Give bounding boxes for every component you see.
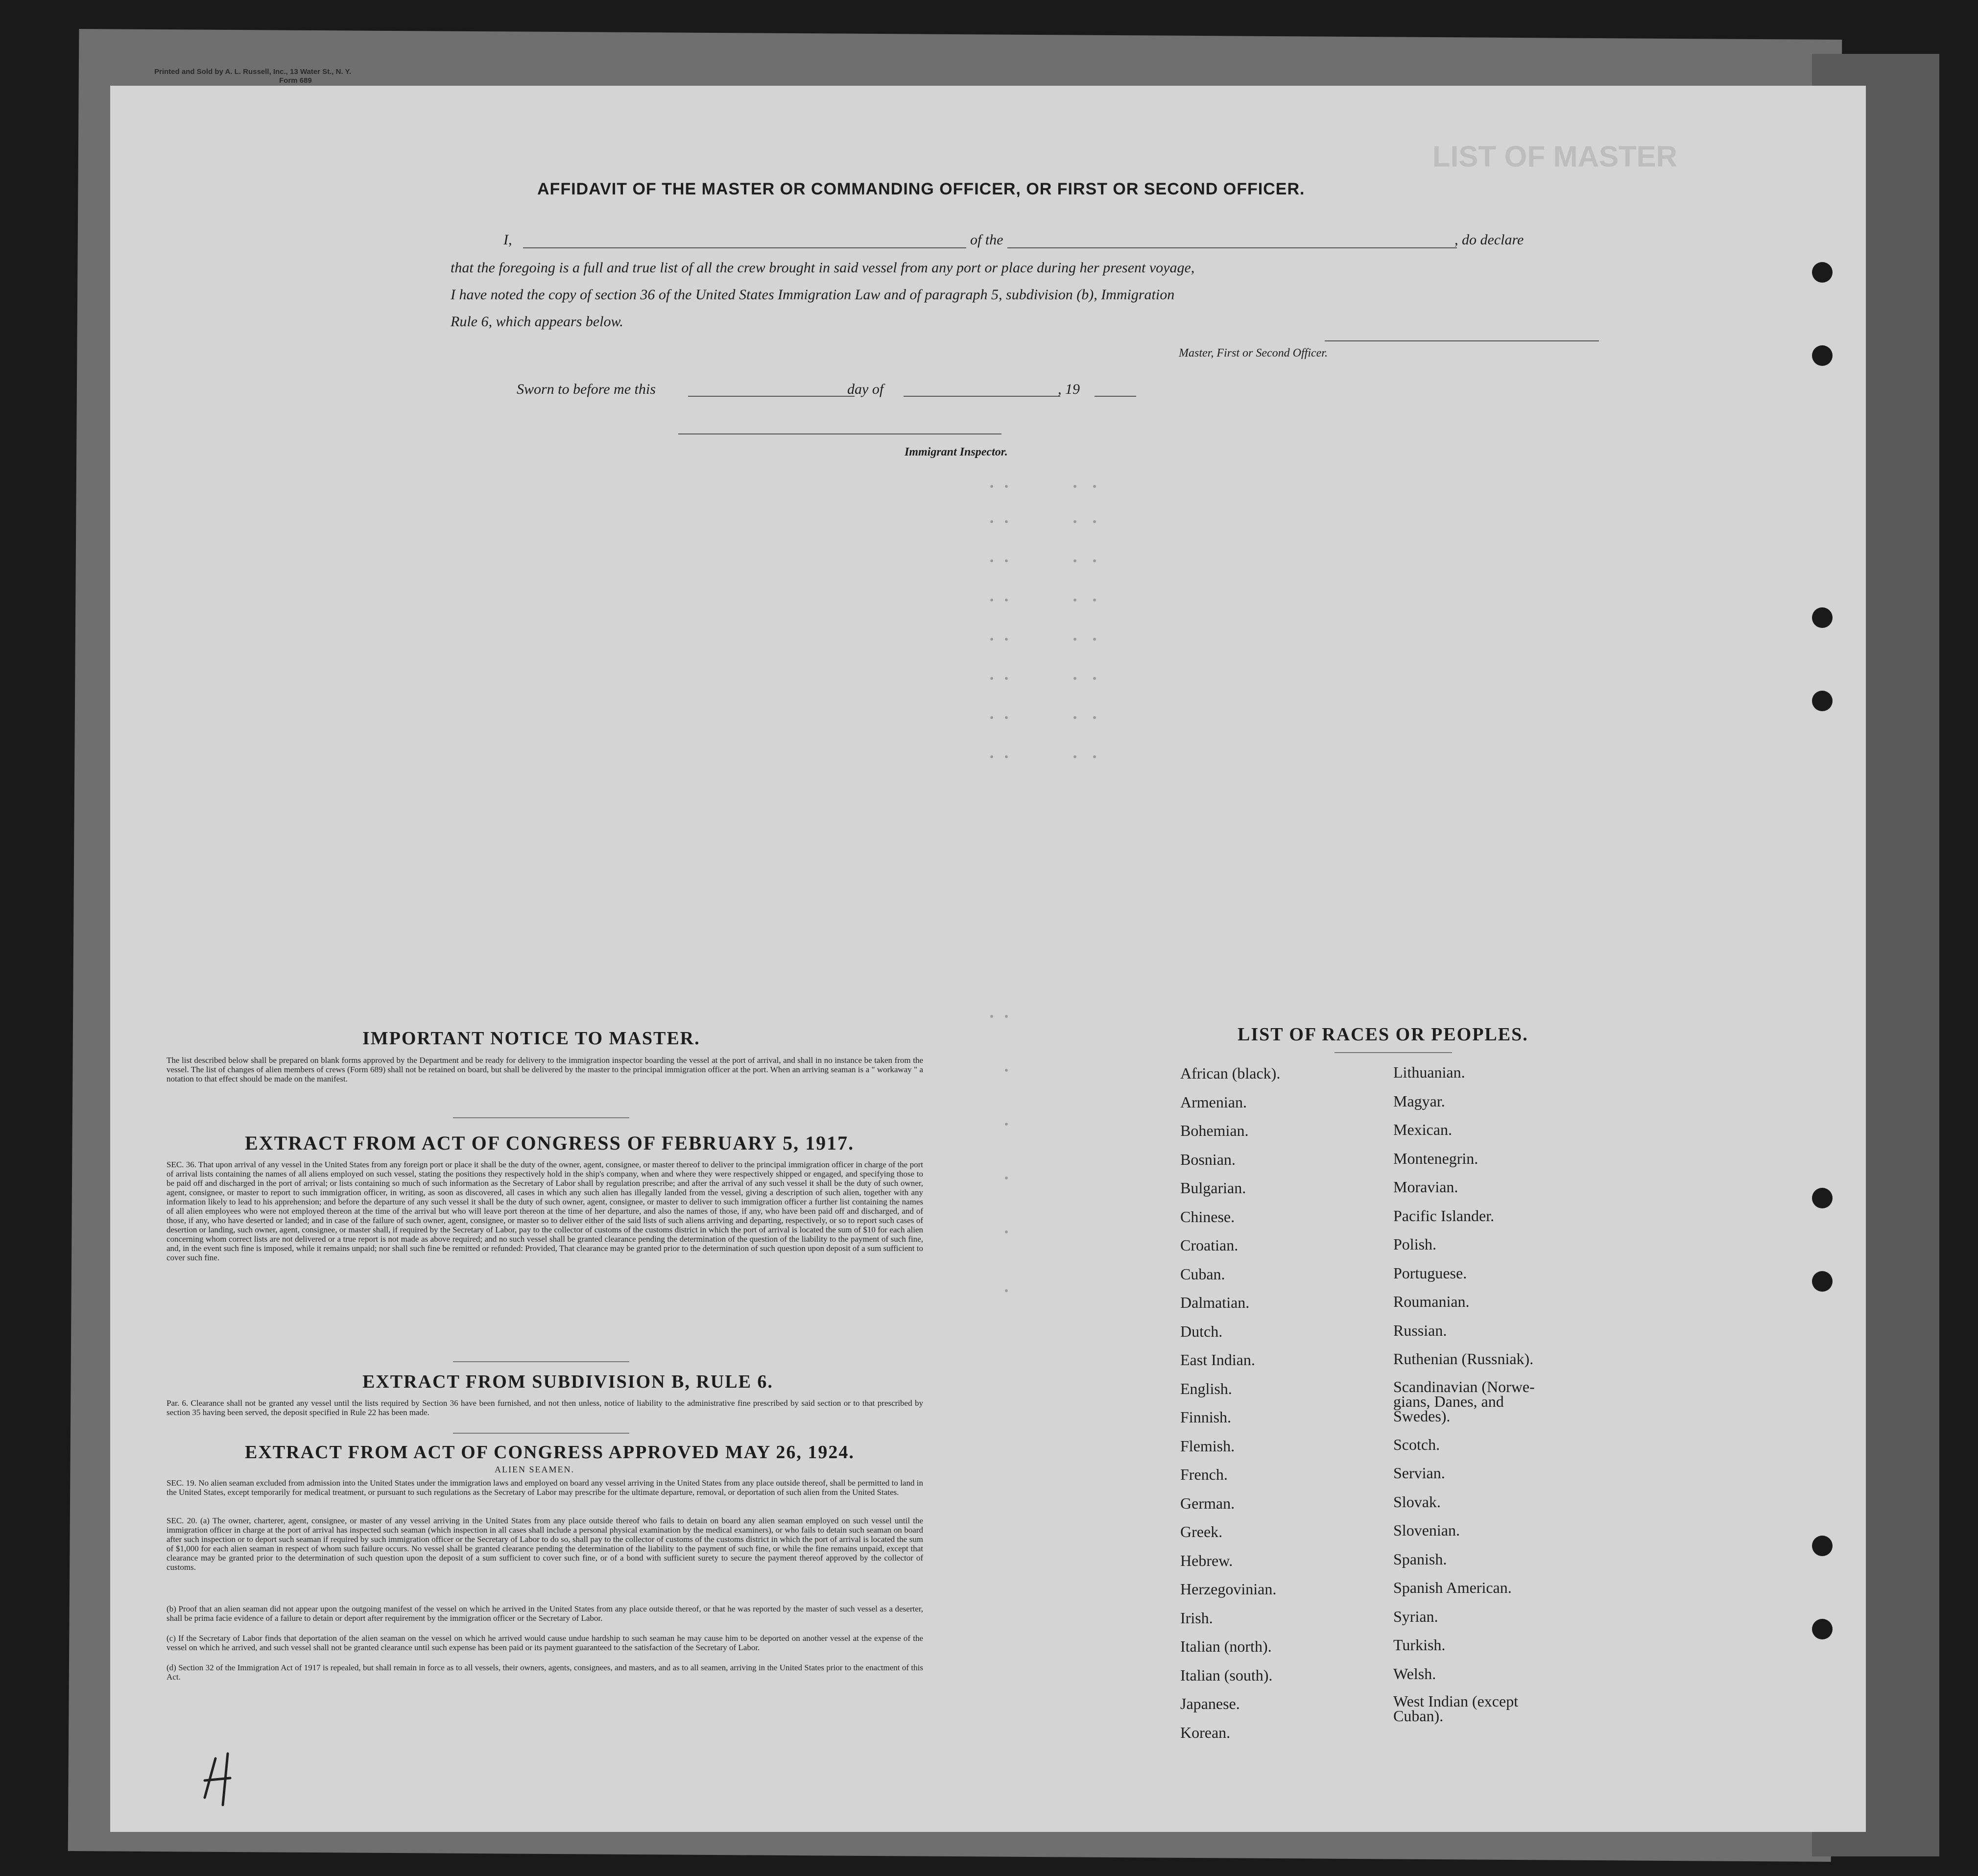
race-item: Japanese.: [1180, 1695, 1240, 1712]
race-item: African (black).: [1180, 1064, 1281, 1082]
race-item: East Indian.: [1180, 1351, 1255, 1369]
vessel-blank-line: [1041, 247, 1457, 248]
affidavit-title: AFFIDAVIT OF THE MASTER OR COMMANDING OFFICER, OR FIRST OR SECOND OFFICER.: [537, 180, 1305, 198]
sec20b-text: (b) Proof that an alien seaman did not appear upon the outgoing manifest of the vessel on which he arrived in the United States from any place outside thereof, or that he was reported by the master of such vessel as a deserter, shall be prima facie evidence of a failure to detain or deport after requirement by the immigration officer or the Secretary of Labor.: [167, 1604, 923, 1623]
year-label: , 19: [1058, 381, 1080, 397]
race-item: Italian (north).: [1180, 1637, 1272, 1655]
inspector-caption: Immigrant Inspector.: [905, 446, 1008, 458]
bleed-through-text: LIST OF MASTER: [1432, 140, 1677, 173]
affidavit-do-declare: , do declare: [1454, 232, 1524, 248]
race-item: Slovenian.: [1393, 1521, 1460, 1539]
punch-hole: [1812, 1536, 1833, 1556]
affidavit-line-2: that the foregoing is a full and true list of all the crew brought in said vessel from any port or place during her present voyage,: [451, 260, 1195, 276]
race-item: Magyar.: [1393, 1092, 1445, 1110]
race-item: German.: [1180, 1494, 1235, 1512]
race-item: Ruthenian (Russniak).: [1393, 1350, 1534, 1368]
races-title: LIST OF RACES OR PEOPLES.: [1238, 1024, 1528, 1045]
race-item: Bosnian.: [1180, 1150, 1236, 1168]
races-divider: [1335, 1052, 1452, 1053]
race-item: Bohemian.: [1180, 1122, 1249, 1139]
rule6-title: EXTRACT FROM SUBDIVISION B, RULE 6.: [362, 1371, 773, 1392]
race-item: Dalmatian.: [1180, 1294, 1250, 1311]
race-item: Russian.: [1393, 1321, 1447, 1339]
extract-1924-title: EXTRACT FROM ACT OF CONGRESS APPROVED MAY 26, 1924.: [245, 1442, 855, 1463]
affidavit-line-4: Rule 6, which appears below.: [451, 313, 623, 330]
race-item: Greek.: [1180, 1523, 1223, 1540]
race-item: Flemish.: [1180, 1437, 1235, 1455]
notice-title: IMPORTANT NOTICE TO MASTER.: [362, 1028, 700, 1049]
race-item: Italian (south).: [1180, 1666, 1273, 1684]
day-of-label: day of: [847, 381, 884, 397]
affidavit-line-3: I have noted the copy of section 36 of the United States Immigration Law and of paragraph 5, subdivision (b), Immigration: [451, 287, 1175, 303]
race-item: Bulgarian.: [1180, 1179, 1246, 1197]
races-left-column: [1180, 1059, 1280, 1747]
race-item: Spanish American.: [1393, 1579, 1512, 1596]
affidavit-i-label: I,: [503, 232, 512, 248]
extract-1924-subtitle: ALIEN SEAMEN.: [495, 1465, 574, 1474]
handwritten-page-mark: [201, 1751, 255, 1810]
rule6-body: Par. 6. Clearance shall not be granted any vessel until the lists required by Section 36 have been furnished, and not then unless, notice of liability to the administrative fine prescribed by said section or to that prescribed by section 35 having been served, the deposit specified in Rule 22 has been made.: [167, 1398, 923, 1417]
race-item: Portuguese.: [1393, 1264, 1467, 1282]
inspector-signature-line: [678, 433, 1001, 434]
sworn-label: Sworn to before me this: [517, 381, 656, 397]
race-item: Armenian.: [1180, 1093, 1247, 1111]
sec19-text: SEC. 19. No alien seaman excluded from admission into the United States under the immigration laws and employed on board any vessel arriving in the United States from any place outside thereof, shall be permitted to land in the United States, except temporarily for medical treatment, or pursuant to such regulations as the Secretary of Labor may prescribe for the ultimate departure, removal, or deportation of such alien from the United States.: [167, 1478, 923, 1497]
master-signature-line: [1325, 340, 1599, 341]
race-item: Welsh.: [1393, 1664, 1436, 1683]
race-item: Scandinavian (Norwe- gians, Danes, and Swedes).: [1393, 1377, 1535, 1425]
race-item: Roumanian.: [1393, 1293, 1470, 1310]
master-signature-caption: Master, First or Second Officer.: [1179, 347, 1328, 360]
race-item: Chinese.: [1180, 1207, 1235, 1226]
sec20c-text: (c) If the Secretary of Labor finds that deportation of the alien seaman on the vessel on which he arrived would cause undue hardship to such seaman he may cause him to be deported on another vessel at the expense of the vessel on which he arrived, and such vessel shall not be granted clearance until such expense has been paid or its payment guaranteed to the satisfaction of the Secretary of Labor.: [167, 1634, 923, 1652]
race-item: Croatian.: [1180, 1236, 1239, 1254]
race-item: Hebrew.: [1180, 1551, 1233, 1569]
extract-1917-divider: [453, 1361, 629, 1362]
sworn-year-line: [1095, 396, 1136, 397]
race-item: Syrian.: [1393, 1607, 1438, 1625]
sworn-month-line: [904, 396, 1060, 397]
punch-hole: [1812, 345, 1833, 366]
race-item: Scotch.: [1393, 1435, 1440, 1453]
sec20d-text: (d) Section 32 of the Immigration Act of 1917 is repealed, but shall remain in force as to all vessels, their owners, agents, consignees, and masters, and as to all seamen, arriving in the United States prior to the enactment of this Act.: [167, 1663, 923, 1682]
race-item: Irish.: [1180, 1609, 1213, 1627]
race-item: English.: [1180, 1379, 1232, 1397]
race-item: Mexican.: [1393, 1121, 1452, 1138]
extract-1917-body: SEC. 36. That upon arrival of any vessel in the United States from any foreign port or place it shall be the duty of the owner, agent, consignee, or master thereof to deliver to the principal immigration officer in charge of the port of arrival lists containing the names of all aliens employed on such vessel, stating the positions they respectively hold in the ship's company, when and where they were respectively shipped or engaged, and specifying those to be paid off and discharged in the port of arrival; or lists containing so much of such information as the Secretary of Labor shall by regulation prescribe; and after the arrival of any such vessel it shall be the duty of such owner, agent, consignee, or master to report to such immigration officer, in writing, as soon as discovered, all cases in which any such alien has illegally landed from the vessel, giving a description of such alien, together with any information likely to lead to his apprehension; and before the departure of any such vessel it shall be the duty of such owner, agent, consignee, or master to deliver to such immigration officer a further list containing the names of all alien employees who were not employed thereon at the time of the arrival but who will leave port thereon at the time of her departure, and also the names of those, if any, who have been paid off and discharged, and of those, if any, who have deserted or landed; and in case of the failure of such owner, agent, consignee, or master so to deliver either of the said lists of such aliens arriving and departing, respectively, or so to report such cases of desertion or landing, such owner, agent, consignee, or master shall, if required by the Secretary of Labor, pay to the collector of customs of the customs district in which the port of arrival is located the sum of $10 for each alien concerning whom correct lists are not delivered or a true report is not made as above required; and no such vessel shall be granted clearance pending the determination of the question of the liability to the payment of such fine, and, in the event such fine is imposed, while it remains unpaid; nor shall such fine be remitted or refunded: Provided, That clearance may be granted prior to the determination of such question upon deposit of a sum sufficient to cover such fine.: [167, 1160, 923, 1262]
race-item: Servian.: [1393, 1464, 1445, 1482]
race-item: Polish.: [1393, 1235, 1437, 1253]
punch-hole: [1812, 1188, 1833, 1208]
punch-hole: [1812, 262, 1833, 283]
race-item: Montenegrin.: [1393, 1149, 1478, 1167]
race-item: Pacific Islander.: [1393, 1206, 1495, 1225]
race-item: Moravian.: [1393, 1178, 1458, 1196]
printer-imprint: Printed and Sold by A. L. Russell, Inc., 13 Water St., N. Y. Form 689: [154, 68, 352, 85]
race-item: Turkish.: [1393, 1636, 1446, 1654]
extract-1917-title: EXTRACT FROM ACT OF CONGRESS OF FEBRUARY 5, 1917.: [245, 1132, 855, 1154]
notice-body: The list described below shall be prepared on blank forms approved by the Department and be ready for delivery to the immigration inspector boarding the vessel at the port of arrival, and shall in no instance be taken from the vessel. The list of changes of alien members of crews (Form 689) shall not be retained on board, but shall be delivered by the master to the principal immigration officer at the port. When an arriving seaman is a " workaway " a notation to that effect should be made on the manifest.: [167, 1056, 923, 1083]
race-item: Spanish.: [1393, 1550, 1447, 1568]
notice-divider: [453, 1117, 629, 1118]
race-item: French.: [1180, 1466, 1228, 1483]
sec20a-text: SEC. 20. (a) The owner, charterer, agent, consignee, or master of any vessel arriving in the United States from any place outside thereof who fails to detain on board any alien seaman employed on such vessel until the immigration officer in charge at the port of arrival has inspected such seaman (which inspection in all cases shall include a personal physical examination by the medical examiners), or who fails to detain such seaman on board after such inspection or to deport such seaman if required by such immigration officer or the Secretary of Labor to do so, shall pay to the collector of customs of the customs district in which the port of arrival is located the sum of $1,000 for each alien seaman in respect of whom such failure occurs. No vessel shall be granted clearance pending the determination of the liability to the payment of such fine, or while the fine remains unpaid, except that clearance may be granted prior to the determination of such question upon the deposit of a sum sufficient to cover such fine, or of a bond with sufficient surety to secure the payment thereof approved by the collector of customs.: [167, 1516, 923, 1572]
punch-hole: [1812, 1271, 1833, 1292]
punch-hole: [1812, 691, 1833, 711]
race-item: West Indian (except Cuban).: [1393, 1692, 1519, 1725]
race-item: Finnish.: [1180, 1408, 1232, 1426]
race-item: Lithuanian.: [1393, 1063, 1465, 1081]
sworn-day-line: [688, 396, 855, 397]
race-item: Dutch.: [1180, 1322, 1223, 1340]
punch-hole: [1812, 607, 1833, 628]
races-right-column: [1393, 1058, 1535, 1730]
race-item: Herzegovinian.: [1180, 1580, 1277, 1598]
affidavit-of-the: of the: [966, 232, 1007, 248]
rule6-divider: [453, 1433, 629, 1434]
race-item: Korean.: [1180, 1723, 1231, 1741]
punch-hole: [1812, 1619, 1833, 1639]
form-page: [110, 86, 1866, 1832]
race-item: Cuban.: [1180, 1265, 1225, 1283]
race-item: Slovak.: [1393, 1492, 1441, 1511]
